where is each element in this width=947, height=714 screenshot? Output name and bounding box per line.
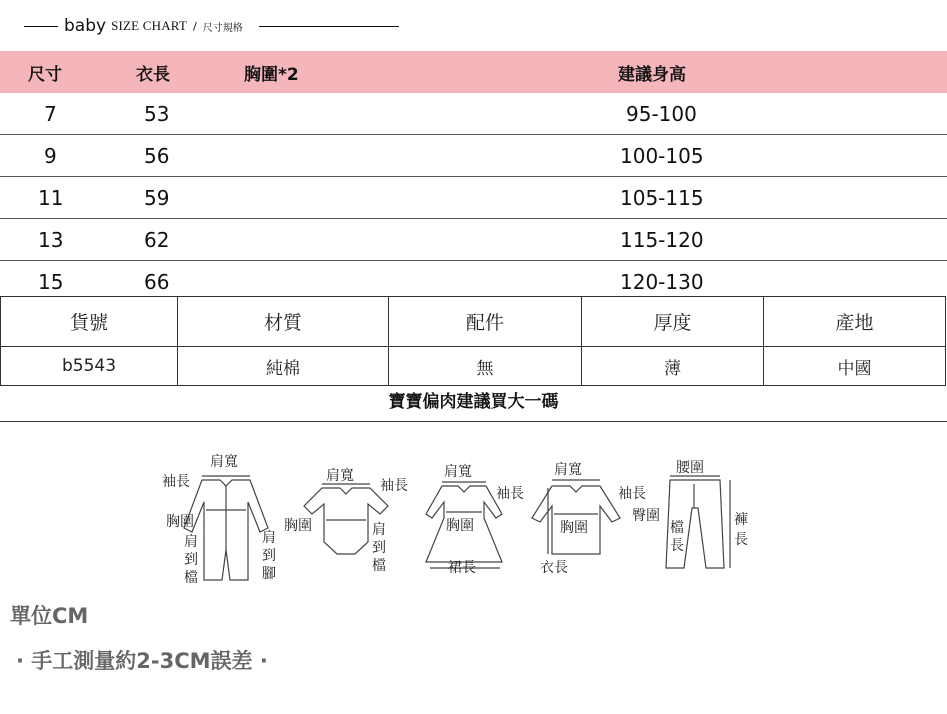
pants-crotch-1: 檔: [670, 520, 684, 536]
header-size-chart: SIZE CHART: [111, 18, 188, 33]
height-cell: 100-105: [620, 143, 704, 168]
header-separator: /: [193, 19, 197, 33]
header-baby: baby: [64, 16, 107, 36]
pants-crotch-2: 長: [670, 538, 684, 554]
product-info-header-row: [1, 297, 946, 347]
header-height: 建議身高: [618, 64, 686, 85]
size-table-header: [0, 51, 947, 93]
top-chest-label: 胸圍: [560, 520, 588, 536]
size-cell: 11: [38, 185, 64, 210]
bodysuit-chest-label: 胸圍: [284, 518, 312, 534]
romper-s2c-3: 檔: [184, 570, 198, 586]
pants-length-1: 褲: [734, 512, 748, 528]
bodysuit-s2c-3: 檔: [372, 558, 386, 574]
measurement-diagrams: [150, 450, 770, 590]
height-cell: 115-120: [620, 227, 704, 252]
table-row: [0, 177, 947, 219]
pants-hip-label: 臀圍: [632, 508, 660, 524]
header-dash-left: [24, 26, 58, 27]
romper-s2f-2: 到: [262, 548, 276, 564]
size-cell: 15: [38, 270, 64, 294]
header-subtitle: 尺寸規格: [202, 22, 243, 34]
bodysuit-s2c-1: 肩: [372, 522, 386, 538]
value-origin: 中國: [764, 347, 946, 386]
tolerance-note: · 手工測量約2-3CM誤差 ·: [16, 649, 268, 673]
romper-s2c-2: 到: [184, 552, 198, 568]
header-origin: 產地: [764, 297, 946, 347]
dress-sleeve-label: 袖長: [496, 486, 524, 502]
romper-s2f-1: 肩: [262, 530, 276, 546]
size-cell: 13: [38, 227, 64, 252]
size-table: [0, 51, 947, 303]
header-accessory: 配件: [389, 297, 582, 347]
pants-waist-label: 腰圍: [676, 460, 704, 476]
table-row: [0, 93, 947, 135]
size-cell: 9: [44, 143, 57, 168]
header-chest: 胸圍*2: [244, 64, 299, 85]
size-cell: 7: [44, 101, 57, 126]
chart-header: [24, 14, 404, 38]
header-material: 材質: [178, 297, 389, 347]
bodysuit-sleeve-label: 袖長: [380, 478, 408, 494]
bodysuit-s2c-2: 到: [372, 540, 386, 556]
table-row: [0, 135, 947, 177]
top-length-label: 衣長: [540, 560, 568, 576]
header-length: 衣長: [136, 64, 170, 85]
height-cell: 120-130: [620, 270, 704, 294]
value-material: 純棉: [178, 347, 389, 386]
dress-skirt-label: 裙長: [448, 560, 476, 576]
height-cell: 95-100: [626, 101, 697, 126]
dress-shoulder-label: 肩寬: [444, 464, 472, 480]
length-cell: 56: [144, 143, 170, 168]
top-diagram: [532, 480, 620, 554]
pants-length-2: 長: [734, 532, 748, 548]
length-cell: 62: [144, 227, 170, 252]
table-row: [0, 219, 947, 261]
top-sleeve-label: 袖長: [618, 486, 646, 502]
dress-chest-label: 胸圍: [446, 518, 474, 534]
header-thickness: 厚度: [582, 297, 764, 347]
header-item-no: 貨號: [1, 297, 178, 347]
value-thickness: 薄: [582, 347, 764, 386]
length-cell: 66: [144, 270, 170, 294]
romper-shoulder-label: 肩寬: [210, 454, 238, 470]
header-dash-right: [259, 26, 399, 27]
length-cell: 53: [144, 101, 170, 126]
product-info-value-row: [1, 347, 946, 386]
romper-s2c-1: 肩: [184, 534, 198, 550]
product-info-table: [0, 296, 947, 386]
romper-chest-label: 胸圍: [166, 514, 194, 530]
header-size: 尺寸: [28, 64, 62, 85]
height-cell: 105-115: [620, 185, 704, 210]
romper-sleeve-label: 袖長: [162, 474, 190, 490]
length-cell: 59: [144, 185, 170, 210]
sizing-note: 寶寶偏肉建議買大一碼: [0, 384, 947, 422]
unit-label: 單位CM: [10, 604, 89, 628]
value-item-no: b5543: [1, 347, 178, 386]
romper-s2f-3: 腳: [262, 566, 276, 582]
bodysuit-shoulder-label: 肩寬: [326, 468, 354, 484]
value-accessory: 無: [389, 347, 582, 386]
top-shoulder-label: 肩寬: [554, 462, 582, 478]
